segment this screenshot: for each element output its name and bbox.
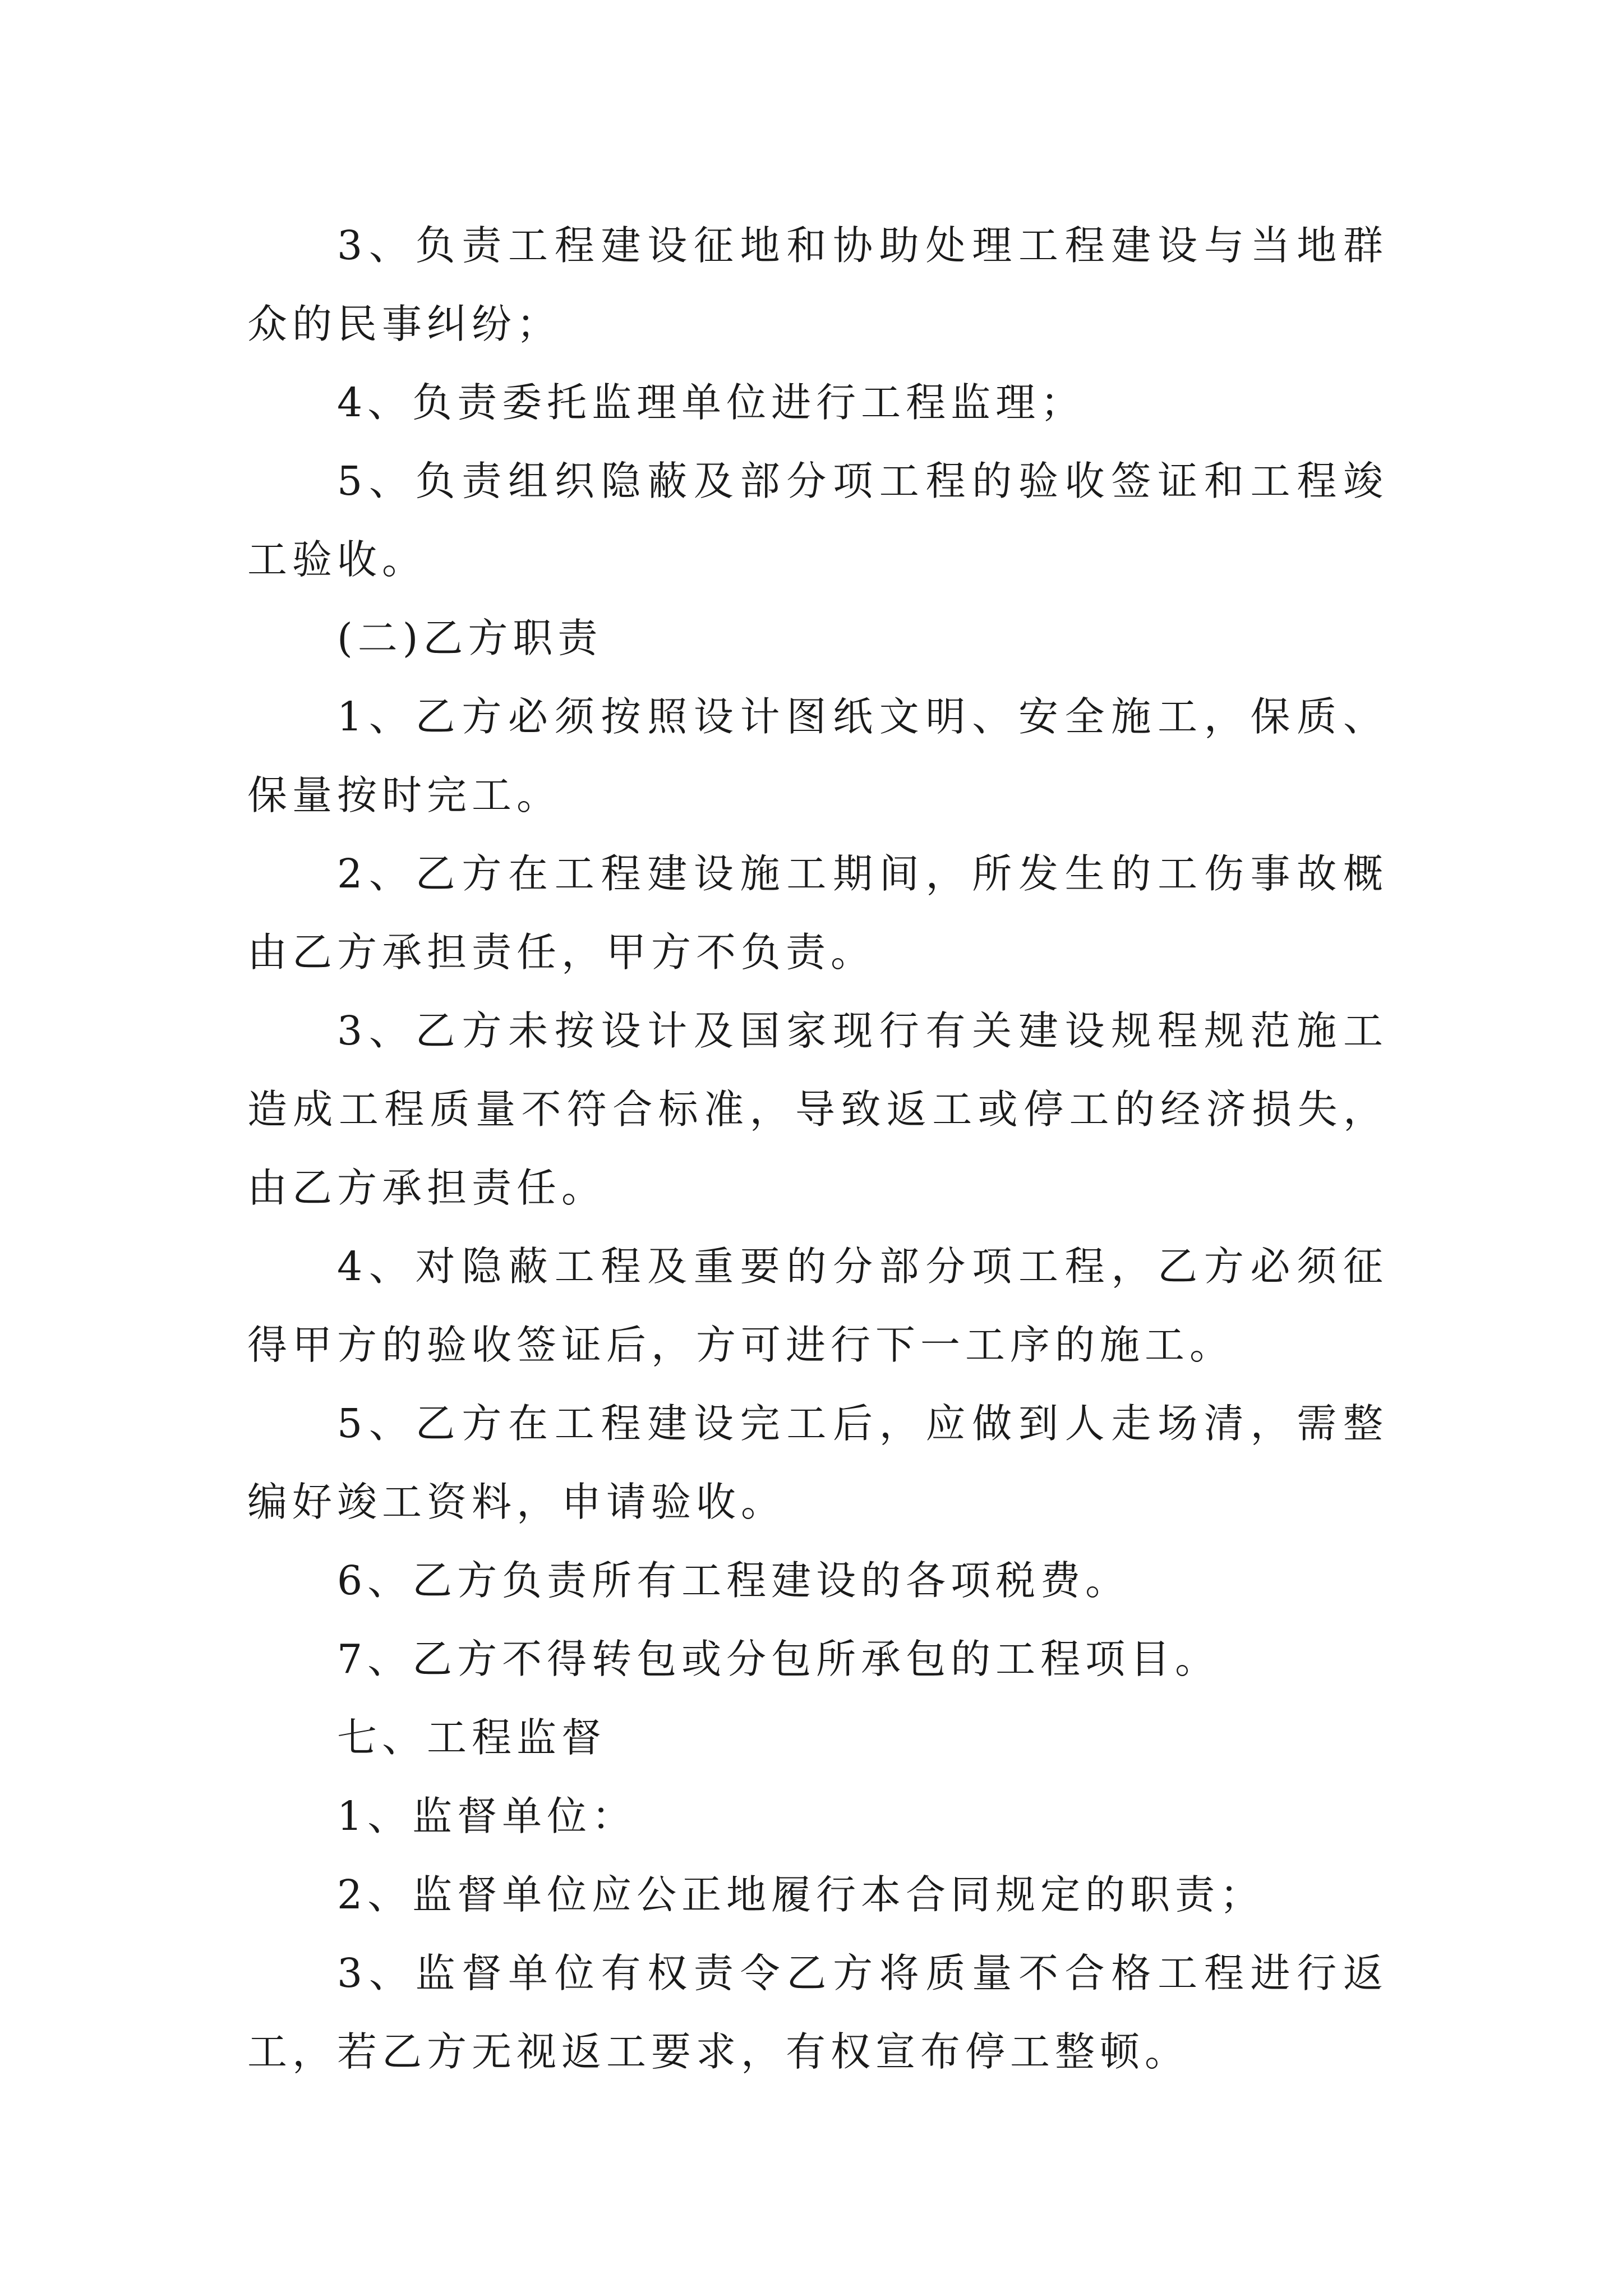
paragraph-party-b-duty-7: 7、乙方不得转包或分包所承包的工程项目。	[337, 1636, 1220, 1682]
paragraph-party-b-duty-6: 6、乙方负责所有工程建设的各项税费。	[337, 1557, 1131, 1604]
paragraph-party-b-duty-4: 4、对隐蔽工程及重要的分部分项工程，乙方必须征得甲方的验收签证后，方可进行下一工序的施工。	[247, 1243, 1388, 1368]
paragraph-party-b-duty-1: 1、乙方必须按照设计图纸文明、安全施工，保质、保量按时完工。	[247, 693, 1388, 818]
paragraph-landowner-duty-3: 3、负责工程建设征地和协助处理工程建设与当地群众的民事纠纷；	[247, 222, 1388, 347]
paragraph-party-b-duty-2: 2、乙方在工程建设施工期间，所发生的工伤事故概由乙方承担责任，甲方不负责。	[247, 850, 1388, 976]
section-heading-supervision: 七、工程监督	[337, 1714, 607, 1761]
paragraph-landowner-duty-4: 4、负责委托监理单位进行工程监理；	[337, 379, 1086, 426]
paragraph-supervision-3: 3、监督单位有权责令乙方将质量不合格工程进行返工，若乙方无视返工要求，有权宣布停工整顿。	[247, 1950, 1388, 2075]
document-body	[247, 206, 1388, 2091]
paragraph-party-b-duty-3: 3、乙方未按设计及国家现行有关建设规程规范施工造成工程质量不符合标准，导致返工或停工的经济损失，由乙方承担责任。	[247, 1007, 1388, 1211]
paragraph-landowner-duty-5: 5、负责组织隐蔽及部分项工程的验收签证和工程竣工验收。	[247, 458, 1388, 583]
paragraph-supervision-2: 2、监督单位应公正地履行本合同规定的职责；	[337, 1871, 1265, 1918]
paragraph-party-b-duty-5: 5、乙方在工程建设完工后，应做到人走场清，需整编好竣工资料，申请验收。	[247, 1400, 1388, 1525]
section-heading-party-b-duties: (二)乙方职责	[337, 615, 603, 661]
paragraph-supervision-1: 1、监督单位：	[337, 1793, 637, 1839]
